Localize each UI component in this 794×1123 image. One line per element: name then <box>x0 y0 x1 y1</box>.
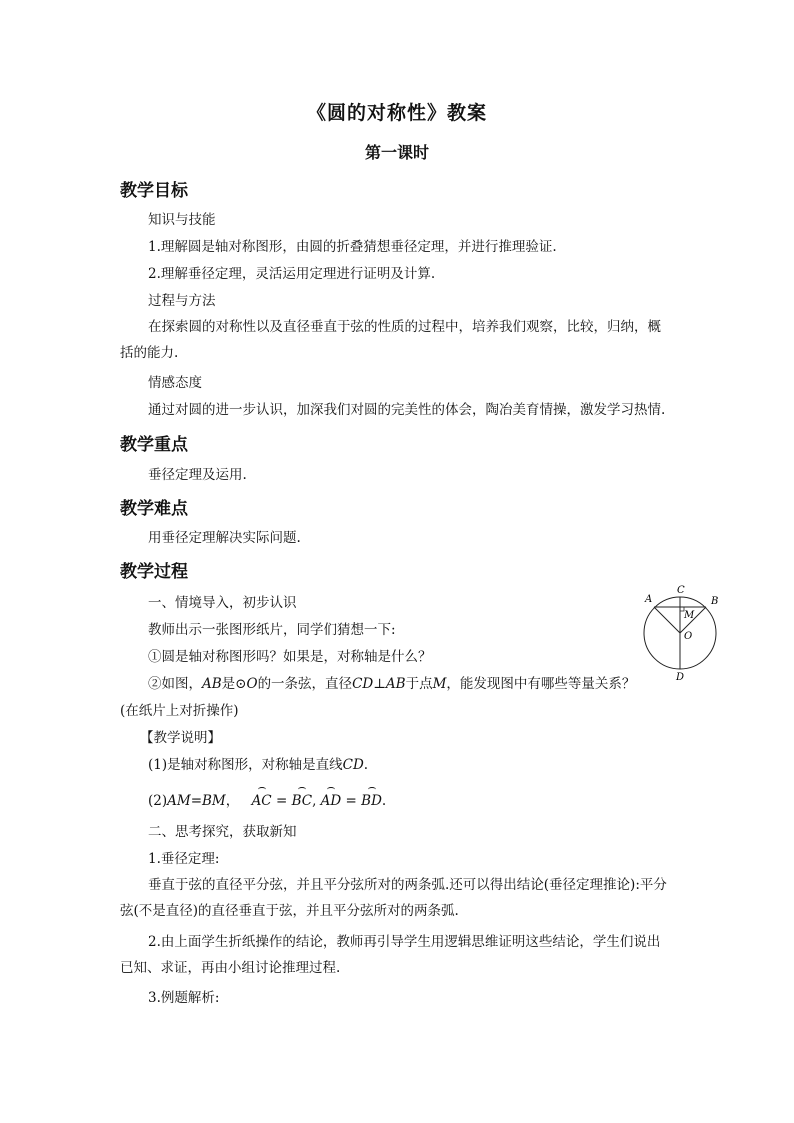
label-d: D <box>676 672 685 683</box>
question-1: ①圆是轴对称图形吗？如果是，对称轴是什么？ <box>148 649 432 665</box>
part1-intro: 教师出示一张图形纸片，同学们猜想一下: <box>148 622 396 638</box>
difficulties-text: 用垂径定理解决实际问题. <box>148 530 301 546</box>
question-2 <box>148 674 635 694</box>
answer-1-end: . <box>363 757 369 773</box>
q2-part-b: 是⊙ <box>221 676 247 692</box>
arc-ad: AD <box>321 789 342 811</box>
answer-2-sep: ， <box>225 793 240 809</box>
part2-title: 二、思考探究，获取新知 <box>148 824 297 840</box>
q2-part-d: ⊥ <box>373 676 386 692</box>
heading-difficulties: 教学难点 <box>120 499 188 519</box>
arc-bc: BC <box>292 789 313 811</box>
emotion-text: 通过对圆的进一步认识，加深我们对圆的完美性的体会，陶冶美育情操，激发学习热情. <box>148 402 666 418</box>
math-am-bm: AM=BM <box>167 793 226 809</box>
theorem-label: 1.垂径定理: <box>148 851 220 867</box>
answer-1 <box>148 755 368 775</box>
answer-1-text: (1)是轴对称图形，对称轴是直线 <box>148 757 343 773</box>
heading-process: 教学过程 <box>120 562 188 582</box>
answer-2: (2)AM=BM， AC = BC, AD = BD. <box>148 789 386 811</box>
arc-bd: BD <box>361 789 382 811</box>
process-text: 在探索圆的对称性以及直径垂直于弦的性质的过程中，培养我们观察，比较，归纳，概括的能力. <box>120 319 661 361</box>
part1-title: 一、情境导入，初步认识 <box>148 595 297 611</box>
q2-part-e: 于点 <box>405 676 433 692</box>
heading-key-points: 教学重点 <box>120 435 188 455</box>
q2-part-f: ，能发现图中有哪些等量关系？ <box>446 676 636 692</box>
math-ab-2: AB <box>385 676 406 692</box>
document-subtitle: 第一课时 <box>364 143 429 162</box>
objective-item-1: 1.理解圆是轴对称图形，由圆的折叠猜想垂径定理，并进行推理验证. <box>148 239 557 255</box>
fold-note: (在纸片上对折操作) <box>120 703 239 719</box>
math-cd: CD <box>352 676 374 692</box>
key-points-text: 垂径定理及运用. <box>148 467 247 483</box>
label-a: A <box>645 594 653 605</box>
radius-oa <box>654 607 680 633</box>
math-ab: AB <box>202 676 222 692</box>
theorem-text: 垂直于弦的直径平分弦，并且平分弦所对的两条弧.还可以得出结论(垂径定理推论):平分弦(不是直径)的直径垂直于弦，并且平分弦所对的两条弧. <box>120 877 667 919</box>
step-3-text: 3.例题解析: <box>148 990 220 1006</box>
document-title: 《圆的对称性》教案 <box>306 102 487 124</box>
label-c: C <box>677 585 685 596</box>
q2-part-a: ②如图， <box>148 676 202 692</box>
explain-label: 【教学说明】 <box>140 730 221 746</box>
knowledge-label: 知识与技能 <box>148 212 216 228</box>
q2-part-c: 的一条弦，直径 <box>257 676 353 692</box>
label-m: M <box>684 610 695 621</box>
arc-ac: AC <box>252 789 272 811</box>
math-cd-2: CD <box>342 757 364 773</box>
heading-objectives: 教学目标 <box>120 181 188 201</box>
circle-diagram <box>640 583 730 683</box>
objective-item-2: 2.理解垂径定理，灵活运用定理进行证明及计算. <box>148 266 436 282</box>
step-2-text: 2.由上面学生折纸操作的结论，教师再引导学生用逻辑思维证明这些结论，学生们说出已知、求证，再由小组讨论推理过程. <box>120 934 661 976</box>
math-o: O <box>246 676 258 692</box>
math-m: M <box>432 676 447 692</box>
emotion-label: 情感态度 <box>148 375 202 391</box>
label-b: B <box>711 596 719 607</box>
label-o: O <box>684 631 693 642</box>
process-label: 过程与方法 <box>148 293 216 309</box>
answer-2-prefix: (2) <box>148 793 168 809</box>
